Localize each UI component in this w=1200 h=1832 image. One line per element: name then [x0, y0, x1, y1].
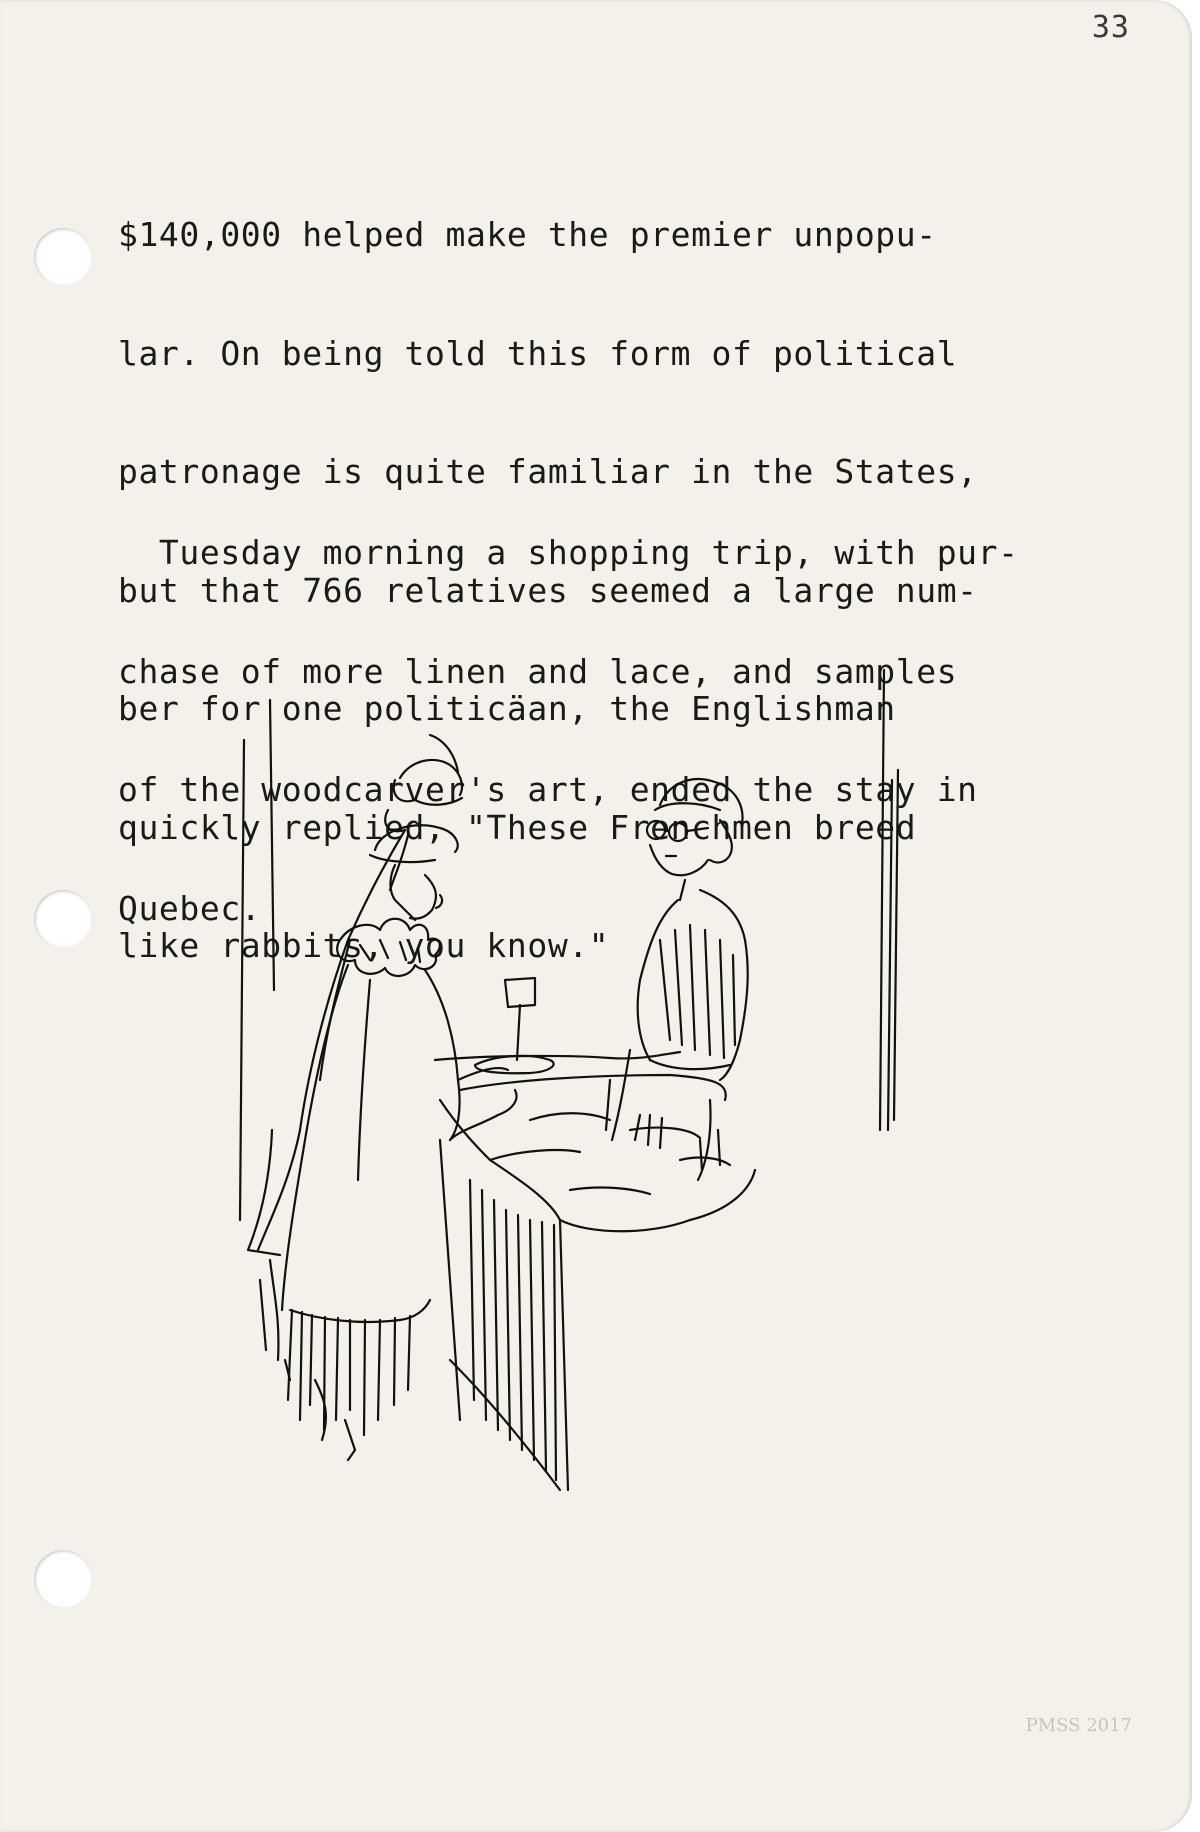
- watermark: PMSS 2017: [1025, 1715, 1132, 1736]
- text-line: of the woodcarver's art, ended the stay in: [118, 770, 978, 809]
- saleswoman-with-glasses: [606, 779, 748, 1180]
- binder-hole: [34, 1550, 92, 1608]
- binder-hole: [34, 890, 92, 948]
- customer-woman-back: [248, 735, 462, 1380]
- text-line: quickly replied, "These Frenchmen breed: [118, 807, 917, 847]
- customer-woman-front: [282, 825, 516, 1460]
- text-line: but that 766 relatives seemed a large num-: [118, 570, 978, 610]
- text-line: lar. On being told this form of political: [118, 333, 958, 373]
- door-frame-right: [880, 670, 898, 1130]
- shop-counter-sketch: [230, 660, 930, 1560]
- binder-hole: [34, 228, 92, 286]
- page-number: 33: [1091, 10, 1130, 45]
- text-line: ber for one politicäan, the Englishman: [118, 689, 896, 728]
- text-line: patronage is quite familiar in the States,: [118, 452, 978, 491]
- door-frame-left: [240, 700, 274, 1220]
- text-line: Tuesday morning a shopping trip, with pur-: [118, 533, 1019, 572]
- text-line: like rabbits, you know.": [118, 926, 610, 965]
- text-line: Quebec.: [118, 888, 262, 928]
- shop-counter: [435, 978, 755, 1490]
- text-line: chase of more linen and lace, and samples: [118, 651, 958, 691]
- text-line: $140,000 helped make the premier unpopu-: [118, 215, 937, 254]
